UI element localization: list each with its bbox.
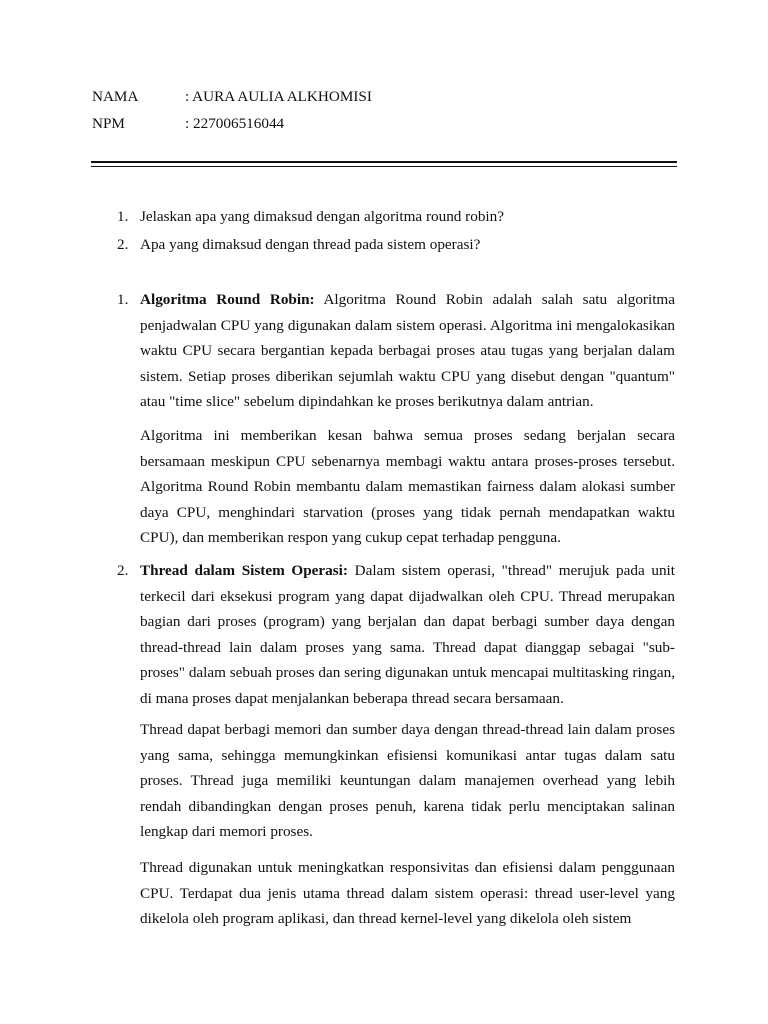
answer-paragraph xyxy=(140,287,675,415)
question-number: 2. xyxy=(117,236,129,253)
answer-title: Algoritma Round Robin: xyxy=(140,291,315,308)
answer-number: 2. xyxy=(117,562,129,579)
question-item xyxy=(117,235,480,255)
name-row xyxy=(92,87,372,107)
answer-paragraph: Thread digunakan untuk meningkatkan responsivitas dan efisiensi dalam penggunaan CPU. Terdapat dua jenis utama thread dalam sistem operasi: thread user-level yang dikelola oleh program aplikasi, dan thread kernel-level yang dikelola oleh sistem xyxy=(140,859,675,927)
header-rule-thick xyxy=(91,161,677,163)
answer-paragraph: Algoritma ini memberikan kesan bahwa semua proses sedang berjalan secara bersamaan meskipun CPU sebenarnya membagi waktu antara proses-proses tersebut. Algoritma Round Robin membantu dalam memastikan fairness dalam alokasi sumber daya CPU, menghindari starvation (proses yang tidak pernah mendapatkan waktu CPU), dan memberikan respon yang cukup cepat terhadap pengguna. xyxy=(140,427,675,546)
answer-text: Dalam sistem operasi, "thread" merujuk pada unit terkecil dari eksekusi program yang dapat dijadwalkan oleh CPU. Thread merupakan bagian dari proses (program) yang berjalan dan dapat berbagi sumber daya dengan thread-thread lain dalam proses yang sama. Thread dapat dianggap sebagai "sub-proses" dalam sebuah proses dan sering digunakan untuk mencapai multitasking ringan, di mana proses dapat menjalankan beberapa thread secara bersamaan. xyxy=(140,562,675,707)
question-text: Apa yang dimaksud dengan thread pada sistem operasi? xyxy=(140,236,481,253)
answer-paragraph xyxy=(140,558,675,711)
name-label: NAMA xyxy=(92,88,139,105)
npm-label: NPM xyxy=(92,115,125,132)
question-number: 1. xyxy=(117,208,129,225)
header-rule-thin xyxy=(91,166,677,167)
answer-text: Algoritma Round Robin adalah salah satu algoritma penjadwalan CPU yang digunakan dalam sistem operasi. Algoritma ini mengalokasikan waktu CPU secara bergantian kepada berbagai proses atau tugas yang berjalan dalam sistem. Setiap proses diberikan sejumlah waktu CPU yang disebut dengan "quantum" atau "time slice" sebelum dipindahkan ke proses berikutnya dalam antrian. xyxy=(140,291,675,410)
answer-paragraph: Thread dapat berbagi memori dan sumber daya dengan thread-thread lain dalam proses yang sama, sehingga memungkinkan efisiensi komunikasi antar tugas dalam satu proses. Thread juga memiliki keuntungan dalam manajemen overhead yang lebih rendah dibandingkan dengan proses penuh, karena tidak perlu menciptakan salinan lengkap dari memori proses. xyxy=(140,721,675,840)
name-value: : AURA AULIA ALKHOMISI xyxy=(185,88,372,105)
answer-title: Thread dalam Sistem Operasi: xyxy=(140,562,348,579)
npm-value: : 227006516044 xyxy=(185,115,285,132)
npm-row xyxy=(92,114,284,134)
question-item xyxy=(117,207,504,227)
question-text: Jelaskan apa yang dimaksud dengan algoritma round robin? xyxy=(140,208,504,225)
answer-number: 1. xyxy=(117,291,129,308)
